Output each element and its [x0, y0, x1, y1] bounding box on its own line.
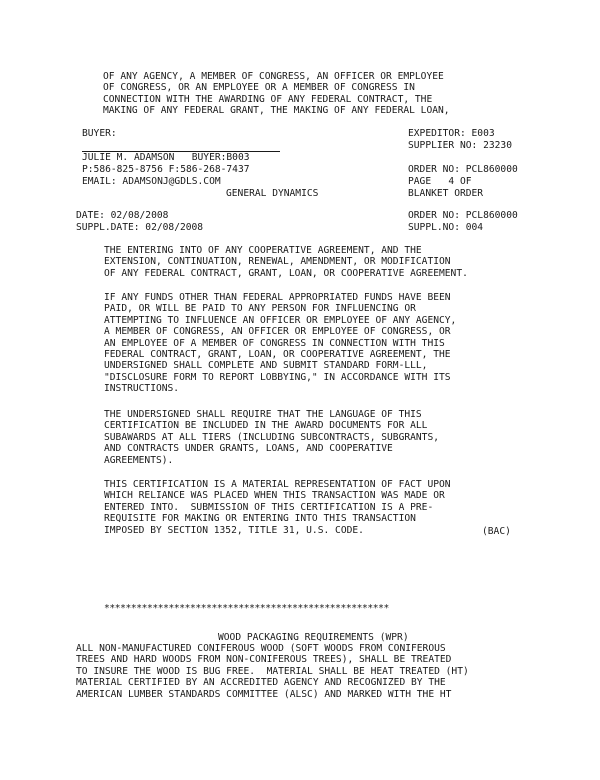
paragraph-line: WHICH RELIANCE WAS PLACED WHEN THIS TRANSACTION WAS MADE OR: [104, 490, 445, 502]
supplement-date: SUPPL.DATE: 02/08/2008: [76, 222, 204, 233]
asterisk-separator: *****************************************************: [104, 603, 389, 614]
paragraph-line: REQUISITE FOR MAKING OR ENTERING INTO THIS TRANSACTION: [104, 513, 416, 525]
paragraph-cooperative-agreement: [104, 245, 468, 279]
buyer-label: BUYER:: [82, 128, 117, 139]
order-type: BLANKET ORDER: [408, 188, 484, 199]
supplement-number: SUPPL.NO: 004: [408, 222, 484, 233]
intro-line: OF ANY AGENCY, A MEMBER OF CONGRESS, AN OFFICER OR EMPLOYEE: [103, 71, 444, 82]
wpr-paragraph: [76, 643, 469, 700]
wpr-line: ALL NON-MANUFACTURED CONIFEROUS WOOD (SOFT WOODS FROM CONIFEROUS: [76, 643, 446, 654]
paragraph-line: FEDERAL CONTRACT, GRANT, LOAN, OR COOPERATIVE AGREEMENT, THE: [104, 349, 451, 361]
buyer-phone-fax: P:586-825-8756 F:586-268-7437: [82, 164, 250, 175]
paragraph-line: THE ENTERING INTO OF ANY COOPERATIVE AGREEMENT, AND THE: [104, 245, 422, 256]
paragraph-line: INSTRUCTIONS.: [104, 383, 180, 395]
paragraph-material-representation: [104, 479, 451, 536]
bac-tag: (BAC): [482, 526, 511, 537]
page-number: PAGE 4 OF: [408, 176, 472, 187]
intro-line: MAKING OF ANY FEDERAL GRANT, THE MAKING OF ANY FEDERAL LOAN,: [103, 105, 450, 117]
order-number-2: ORDER NO: PCL860000: [408, 210, 518, 221]
wpr-line: TO INSURE THE WOOD IS BUG FREE. MATERIAL SHALL BE HEAT TREATED (HT): [76, 665, 469, 677]
paragraph-line: IMPOSED BY SECTION 1352, TITLE 31, U.S. CODE.: [104, 524, 364, 536]
wpr-line: TREES AND HARD WOODS FROM NON-CONIFEROUS TREES), SHALL BE TREATED: [76, 654, 452, 666]
paragraph-line: ATTEMPTING TO INFLUENCE AN OFFICER OR EMPLOYEE OF ANY AGENCY,: [104, 314, 457, 326]
buyer-name: JULIE M. ADAMSON BUYER:B003: [82, 152, 250, 163]
wpr-title: WOOD PACKAGING REQUIREMENTS (WPR): [218, 632, 409, 643]
paragraph-line: SUBAWARDS AT ALL TIERS (INCLUDING SUBCONTRACTS, SUBGRANTS,: [104, 431, 440, 443]
paragraph-subawards: [104, 409, 439, 466]
paragraph-line: EXTENSION, CONTINUATION, RENEWAL, AMENDMENT, OR MODIFICATION: [104, 256, 451, 268]
paragraph-line: PAID, OR WILL BE PAID TO ANY PERSON FOR INFLUENCING OR: [104, 303, 416, 315]
intro-line: OF CONGRESS, OR AN EMPLOYEE OR A MEMBER OF CONGRESS IN: [103, 82, 415, 94]
buyer-email: EMAIL: ADAMSONJ@GDLS.COM: [82, 176, 221, 187]
paragraph-line: OF ANY FEDERAL CONTRACT, GRANT, LOAN, OR COOPERATIVE AGREEMENT.: [104, 267, 468, 279]
paragraph-line: UNDERSIGNED SHALL COMPLETE AND SUBMIT STANDARD FORM-LLL,: [104, 360, 428, 372]
paragraph-line: AND CONTRACTS UNDER GRANTS, LOANS, AND COOPERATIVE: [104, 443, 393, 455]
supplier-number: SUPPLIER NO: 23230: [408, 140, 512, 151]
intro-line: CONNECTION WITH THE AWARDING OF ANY FEDERAL CONTRACT, THE: [103, 93, 433, 105]
paragraph-line: THIS CERTIFICATION IS A MATERIAL REPRESENTATION OF FACT UPON: [104, 479, 451, 490]
order-date: DATE: 02/08/2008: [76, 210, 169, 221]
paragraph-line: AN EMPLOYEE OF A MEMBER OF CONGRESS IN CONNECTION WITH THIS: [104, 337, 445, 349]
order-number: ORDER NO: PCL860000: [408, 164, 518, 175]
paragraph-line: THE UNDERSIGNED SHALL REQUIRE THAT THE LANGUAGE OF THIS: [104, 409, 422, 420]
paragraph-lobbying-disclosure: [104, 292, 456, 395]
company-name: GENERAL DYNAMICS: [226, 188, 319, 199]
paragraph-line: CERTIFICATION BE INCLUDED IN THE AWARD DOCUMENTS FOR ALL: [104, 420, 428, 432]
paragraph-line: AGREEMENTS).: [104, 454, 174, 466]
expeditor: EXPEDITOR: E003: [408, 128, 495, 139]
wpr-line: MATERIAL CERTIFIED BY AN ACCREDITED AGENCY AND RECOGNIZED BY THE: [76, 677, 446, 689]
paragraph-line: ENTERED INTO. SUBMISSION OF THIS CERTIFICATION IS A PRE-: [104, 501, 434, 513]
paragraph-line: A MEMBER OF CONGRESS, AN OFFICER OR EMPLOYEE OF CONGRESS, OR: [104, 326, 451, 338]
intro-paragraph: [103, 71, 450, 117]
paragraph-line: IF ANY FUNDS OTHER THAN FEDERAL APPROPRIATED FUNDS HAVE BEEN: [104, 292, 451, 303]
paragraph-line: "DISCLOSURE FORM TO REPORT LOBBYING," IN ACCORDANCE WITH ITS: [104, 371, 451, 383]
wpr-line: AMERICAN LUMBER STANDARDS COMMITTEE (ALSC) AND MARKED WITH THE HT: [76, 688, 452, 700]
